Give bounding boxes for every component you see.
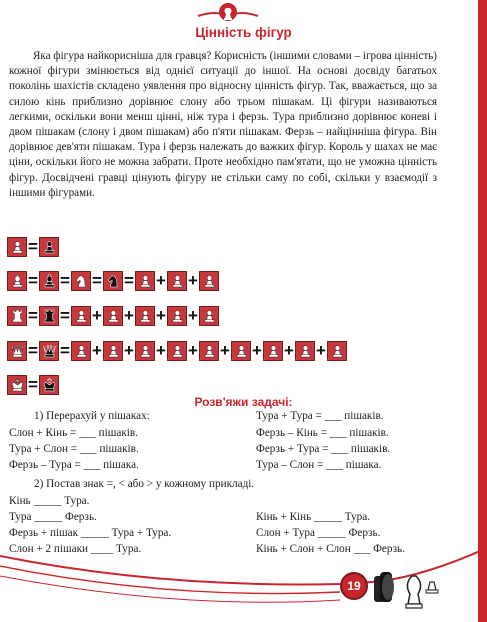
row-king (7, 375, 59, 395)
knight-white-icon (74, 273, 89, 289)
plus-sign: + (92, 306, 102, 325)
plus-sign: + (156, 306, 166, 325)
pawn-icon (170, 343, 185, 359)
pawn-icon (106, 308, 121, 324)
task1-label: 1) Перерахуй у пішаках: (34, 410, 150, 422)
pawn-icon (106, 343, 121, 359)
plus-sign: + (188, 271, 198, 290)
pawn-tile (327, 341, 347, 361)
pawn-tile (295, 341, 315, 361)
plus-sign: + (124, 341, 134, 360)
pawn-tile (71, 306, 91, 326)
pawn-tile (135, 306, 155, 326)
page-edge-stripe (478, 0, 487, 622)
task1-right-item: Ферзь – Кінь = ___ пішаків. (256, 427, 389, 439)
task1-left-item: Тура + Слон = ___ пішаків. (9, 443, 139, 455)
plus-sign: + (188, 306, 198, 325)
task2-left-item: Слон + 2 пішаки ____ Тура. (9, 543, 142, 555)
task1-right-item: Тура + Тура = ___ пішаків. (256, 410, 384, 422)
bishop-black-icon (42, 273, 57, 289)
king-white-icon (10, 377, 25, 393)
task2-left-item: Тура _____ Ферзь. (9, 511, 97, 523)
pawn-icon (74, 343, 89, 359)
knight-black-icon (106, 273, 121, 289)
row-bishop-knight (7, 271, 219, 291)
pawn-icon (138, 273, 153, 289)
equals-sign: = (28, 341, 38, 360)
pawn-tile (7, 237, 27, 257)
plus-sign: + (124, 306, 134, 325)
pawn-tile (167, 306, 187, 326)
equals-sign: = (28, 271, 38, 290)
equals-sign: = (60, 271, 70, 290)
plus-sign: + (156, 341, 166, 360)
king-tile (7, 375, 27, 395)
equals-sign: = (60, 341, 70, 360)
task2-left-item: Кінь _____ Тура. (9, 495, 90, 507)
equals-sign: = (28, 375, 38, 394)
bishop-white-icon (10, 273, 25, 289)
plus-sign: + (156, 271, 166, 290)
row-queen (7, 341, 347, 361)
plus-sign: + (316, 341, 326, 360)
rook-tile (7, 306, 27, 326)
pawn-icon (266, 343, 281, 359)
queen-white-icon (10, 343, 25, 359)
pawn-tile (39, 237, 59, 257)
pawn-tile (103, 341, 123, 361)
plus-sign: + (284, 341, 294, 360)
pawn-white-icon (10, 239, 25, 255)
pawn-tile (71, 341, 91, 361)
plus-sign: + (252, 341, 262, 360)
task1-left-item: Слон + Кінь = ___ пішаків. (9, 427, 138, 439)
bishop-tile (39, 271, 59, 291)
pawn-tile (103, 306, 123, 326)
page-title: Цінність фігур (195, 25, 292, 40)
pawn-icon (298, 343, 313, 359)
plus-sign: + (188, 341, 198, 360)
pawn-icon (138, 343, 153, 359)
bishop-tile (7, 271, 27, 291)
chess-piece-ornament-icon (196, 2, 260, 24)
pawn-tile (263, 341, 283, 361)
equals-sign: = (124, 271, 134, 290)
king-tile (39, 375, 59, 395)
pawn-tile (231, 341, 251, 361)
task1-left-item: Ферзь – Тура = ___ пішака. (9, 459, 139, 471)
plus-sign: + (92, 341, 102, 360)
pawn-black-icon (42, 239, 57, 255)
task2-right-item: Кінь + Слон + Слон ___ Ферзь. (256, 543, 405, 555)
page-number: 19 (340, 572, 368, 600)
pawn-icon (138, 308, 153, 324)
pawn-tile (135, 271, 155, 291)
knight-tile (71, 271, 91, 291)
task2-left-item: Ферзь + пішак _____ Тура + Тура. (9, 527, 172, 539)
pawn-icon (170, 273, 185, 289)
equals-sign: = (28, 237, 38, 256)
rook-tile (39, 306, 59, 326)
pawn-tile (167, 341, 187, 361)
row-pawn (7, 237, 59, 257)
plus-sign: + (220, 341, 230, 360)
chess-pieces-decoration-icon (372, 560, 442, 610)
rook-white-icon (10, 308, 25, 324)
pawn-tile (199, 341, 219, 361)
pawn-tile (167, 271, 187, 291)
row-rook (7, 306, 219, 326)
intro-paragraph: Яка фігура найкорисніша для гравця? Корисність (іншими словами – ігрова цінність) кожної фігури змінюється від однієї ситуації до іншої. На основі досвіду багатьох поколінь шахістів складено уявлення про відносну цінність фігур. Так, вважається, що за силою кінь приблизно дорівнює слону або трьом пішакам. Ці фігури називаються легкими, оскільки вони менш цінні, ніж тура і ферзь. Тура приблизно дорівнює коневі і двом пішакам (слону і двом пішакам) або п'яти пішакам. Ферзь – найцінніша фігура. Він дорівнює дев'яти пішакам. Тура і ферзь належать до важких фігур. Король у шахах не має ціни, оскільки його не можна забрати. Проте необхідно пам'ятати, що не уможна цінність фігур. Досвідчені гравці цінують фігуру не стільки саму по собі, скільки у взаємодії з іншими фігурами. (9, 50, 437, 199)
task1-right-item: Ферзь + Тура = ___ пішаків. (256, 443, 391, 455)
pawn-icon (202, 273, 217, 289)
king-black-icon (42, 377, 57, 393)
pawn-icon (330, 343, 345, 359)
pawn-tile (135, 341, 155, 361)
queen-black-icon (42, 343, 57, 359)
pawn-icon (170, 308, 185, 324)
pawn-tile (199, 306, 219, 326)
task2-right-item: Слон + Тура _____ Ферзь. (256, 527, 381, 539)
equals-sign: = (92, 271, 102, 290)
rook-black-icon (42, 308, 57, 324)
pawn-icon (74, 308, 89, 324)
pawn-icon (202, 343, 217, 359)
knight-tile (103, 271, 123, 291)
equals-sign: = (60, 306, 70, 325)
task2-right-item: Кінь + Кінь _____ Тура. (256, 511, 371, 523)
queen-tile (39, 341, 59, 361)
tasks-heading: Розв'яжи задачі: (194, 395, 293, 409)
pawn-tile (199, 271, 219, 291)
task2-label: 2) Постав знак =, < або > у кожному прикладі. (34, 478, 255, 490)
pawn-icon (234, 343, 249, 359)
queen-tile (7, 341, 27, 361)
pawn-icon (202, 308, 217, 324)
task1-right-item: Тура – Слон = ___ пішака. (256, 459, 382, 471)
equals-sign: = (28, 306, 38, 325)
